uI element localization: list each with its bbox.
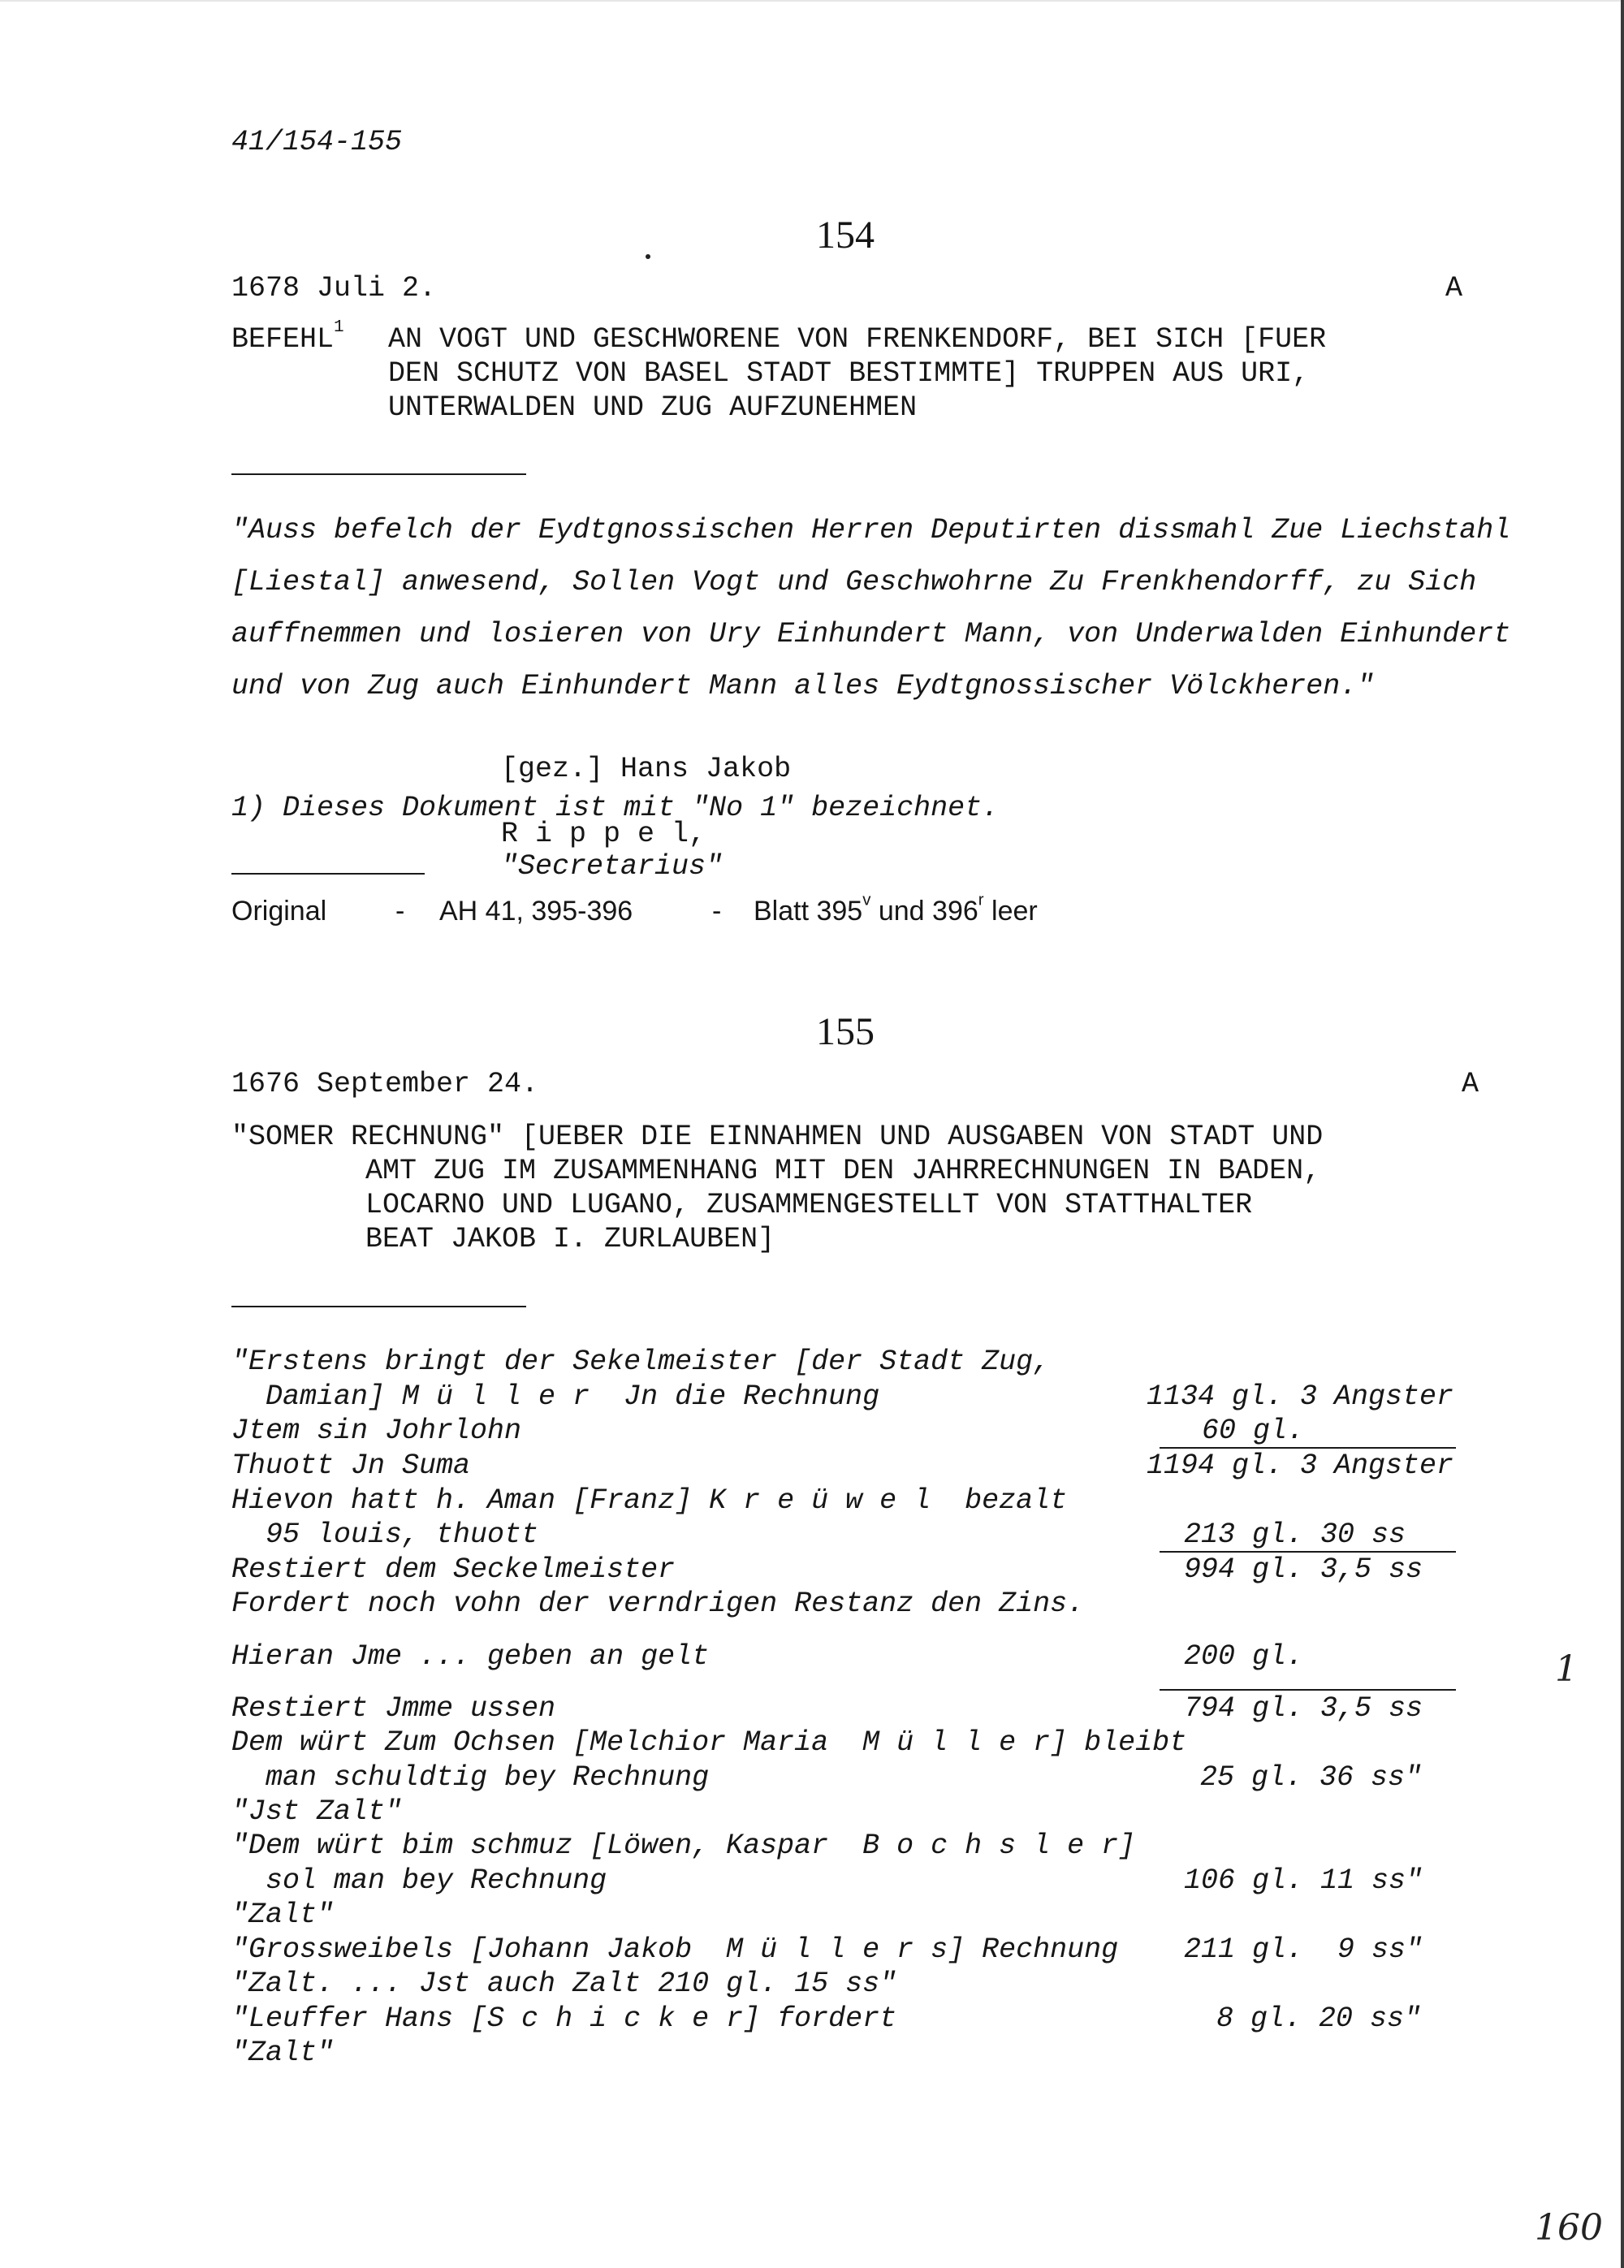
- ledger-row-amount: 106 gl. 11 ss": [1184, 1864, 1458, 1897]
- page-top-edge: [0, 0, 1624, 2]
- ledger-row-text: "Dem würt bim schmuz [Löwen, Kaspar B o c h s l e r]: [231, 1830, 1136, 1862]
- ledger-row-text: Hieran Jme ... geben an gelt: [231, 1640, 710, 1673]
- ledger-row-text: 95 louis, thuott: [231, 1518, 539, 1551]
- leaf-empty-note: leer: [983, 896, 1038, 927]
- page-right-edge: [1621, 0, 1624, 2268]
- ledger-row-text: Damian] M ü l l e r Jn die Rechnung: [231, 1380, 880, 1413]
- ledger-row-text: Fordert noch vohn der verndrigen Restanz den Zins.: [231, 1588, 1085, 1620]
- ledger-row-text: "Grossweibels [Johann Jakob M ü l l e r s] Rechnung: [231, 1933, 1119, 1966]
- separator-rule: [231, 1306, 526, 1307]
- ledger-row-text: "Jst Zalt": [231, 1795, 403, 1828]
- folio-number-handwritten: 160: [1535, 2207, 1603, 2249]
- margin-handwritten-mark: 1: [1555, 1648, 1578, 1690]
- ledger-row-text: "Zalt": [231, 1899, 335, 1931]
- leaf-395: Blatt 395: [754, 896, 863, 927]
- doc154-source-leaves: [754, 891, 1038, 927]
- doc155-title-line-4: BEAT JAKOB I. ZURLAUBEN]: [365, 1223, 775, 1255]
- signature-name: R i p p e l,: [501, 818, 706, 850]
- doc154-text-line-3: auffnemmen und losieren von Ury Einhundert Mann, von Underwalden Einhundert: [231, 618, 1511, 650]
- footnote-marker: 1: [334, 318, 344, 338]
- ledger-row-amount: 994 gl. 3,5 ss: [1184, 1553, 1458, 1586]
- document-number-154: 154: [816, 214, 875, 257]
- ledger-row-amount: 211 gl. 9 ss": [1184, 1933, 1458, 1966]
- separator-rule: [231, 473, 526, 475]
- ledger-row-text: sol man bey Rechnung: [231, 1864, 607, 1897]
- ledger-row-text: Jtem sin Johrlohn: [231, 1415, 522, 1447]
- doc154-footnote: 1) Dieses Dokument ist mit "No 1" bezeichnet.: [231, 792, 1000, 824]
- doc155-title-line-2: AMT ZUG IM ZUSAMMENHANG MIT DEN JAHRRECHNUNGEN IN BADEN,: [365, 1155, 1321, 1187]
- doc154-title-line-1: AN VOGT UND GESCHWORENE VON FRENKENDORF, BEI SICH [FUER: [388, 323, 1327, 356]
- doc154-mark: A: [1445, 272, 1463, 305]
- ledger-row-text: Dem würt Zum Ochsen [Melchior Maria M ü l l e r] bleibt: [231, 1726, 1187, 1759]
- ledger-row-text: "Erstens bringt der Sekelmeister [der Stadt Zug,: [231, 1346, 1051, 1378]
- separator-rule: [231, 873, 425, 875]
- leaf-396: und 396: [870, 896, 978, 927]
- ledger-row-amount: 1194 gl. 3 Angster: [1146, 1449, 1453, 1482]
- doc154-source-dash: -: [712, 896, 722, 927]
- document-number-155: 155: [816, 1010, 875, 1053]
- verso-marker: v: [862, 891, 871, 909]
- doc154-text-line-1: "Auss befelch der Eydtgnossischen Herren Deputirten dissmahl Zue Liechstahl: [231, 514, 1511, 546]
- ledger-row-text: Hievon hatt h. Aman [Franz] K r e ü w e l bezalt: [231, 1484, 1068, 1517]
- sum-rule: [1160, 1447, 1456, 1449]
- recto-marker: r: [978, 891, 984, 909]
- doc154-title-word: [231, 318, 344, 356]
- doc155-mark: A: [1462, 1068, 1479, 1100]
- doc154-date: 1678 Juli 2.: [231, 272, 437, 305]
- ledger-row-text: man schuldtig bey Rechnung: [231, 1761, 710, 1794]
- ledger-row-amount: 794 gl. 3,5 ss: [1184, 1692, 1458, 1725]
- doc155-date: 1676 September 24.: [231, 1068, 539, 1100]
- ledger-row-amount: 60 gl.: [1202, 1415, 1424, 1447]
- ledger-row-text: "Zalt. ... Jst auch Zalt 210 gl. 15 ss": [231, 1968, 897, 2000]
- sum-rule: [1160, 1551, 1456, 1553]
- doc154-text-line-4: und von Zug auch Einhundert Mann alles Eydtgnossischer Völckheren.": [231, 670, 1375, 702]
- ink-dot: [646, 254, 650, 259]
- doc155-title-line-3: LOCARNO UND LUGANO, ZUSAMMENGESTELLT VON STATTHALTER: [365, 1189, 1253, 1221]
- doc154-source-archive: AH 41, 395-396: [439, 896, 633, 927]
- ledger-row-amount: 8 gl. 20 ss": [1216, 2002, 1456, 2035]
- ledger-row-text: Restiert Jmme ussen: [231, 1692, 556, 1725]
- doc154-source-dash: -: [395, 896, 405, 927]
- title-word: BEFEHL: [231, 323, 335, 356]
- ledger-row-text: "Leuffer Hans [S c h i c k e r] fordert: [231, 2002, 897, 2035]
- sum-rule: [1160, 1689, 1456, 1691]
- ledger-row-text: "Zalt": [231, 2037, 335, 2069]
- doc155-title-line-1: "SOMER RECHNUNG" [UEBER DIE EINNAHMEN UND AUSGABEN VON STADT UND: [231, 1121, 1324, 1153]
- signature-prefix: [gez.] Hans Jakob: [501, 753, 792, 785]
- ledger-row-amount: 200 gl.: [1184, 1640, 1423, 1673]
- doc154-source-original: Original: [231, 896, 327, 927]
- ledger-row-amount: 1134 gl. 3 Angster: [1146, 1380, 1453, 1413]
- ledger-row-text: Thuott Jn Suma: [231, 1449, 471, 1482]
- archive-reference: 41/154-155: [231, 126, 403, 158]
- ledger-row-amount: 25 gl. 36 ss": [1200, 1761, 1457, 1794]
- doc154-text-line-2: [Liestal] anwesend, Sollen Vogt und Geschwohrne Zu Frenkhendorff, zu Sich: [231, 566, 1477, 598]
- doc154-title-line-3: UNTERWALDEN UND ZUG AUFZUNEHMEN: [388, 391, 918, 424]
- ledger-row-text: Restiert dem Seckelmeister: [231, 1553, 676, 1586]
- ledger-row-amount: 213 gl. 30 ss: [1184, 1518, 1440, 1551]
- doc154-title-line-2: DEN SCHUTZ VON BASEL STADT BESTIMMTE] TRUPPEN AUS URI,: [388, 357, 1310, 390]
- signature-title: "Secretarius": [501, 850, 723, 883]
